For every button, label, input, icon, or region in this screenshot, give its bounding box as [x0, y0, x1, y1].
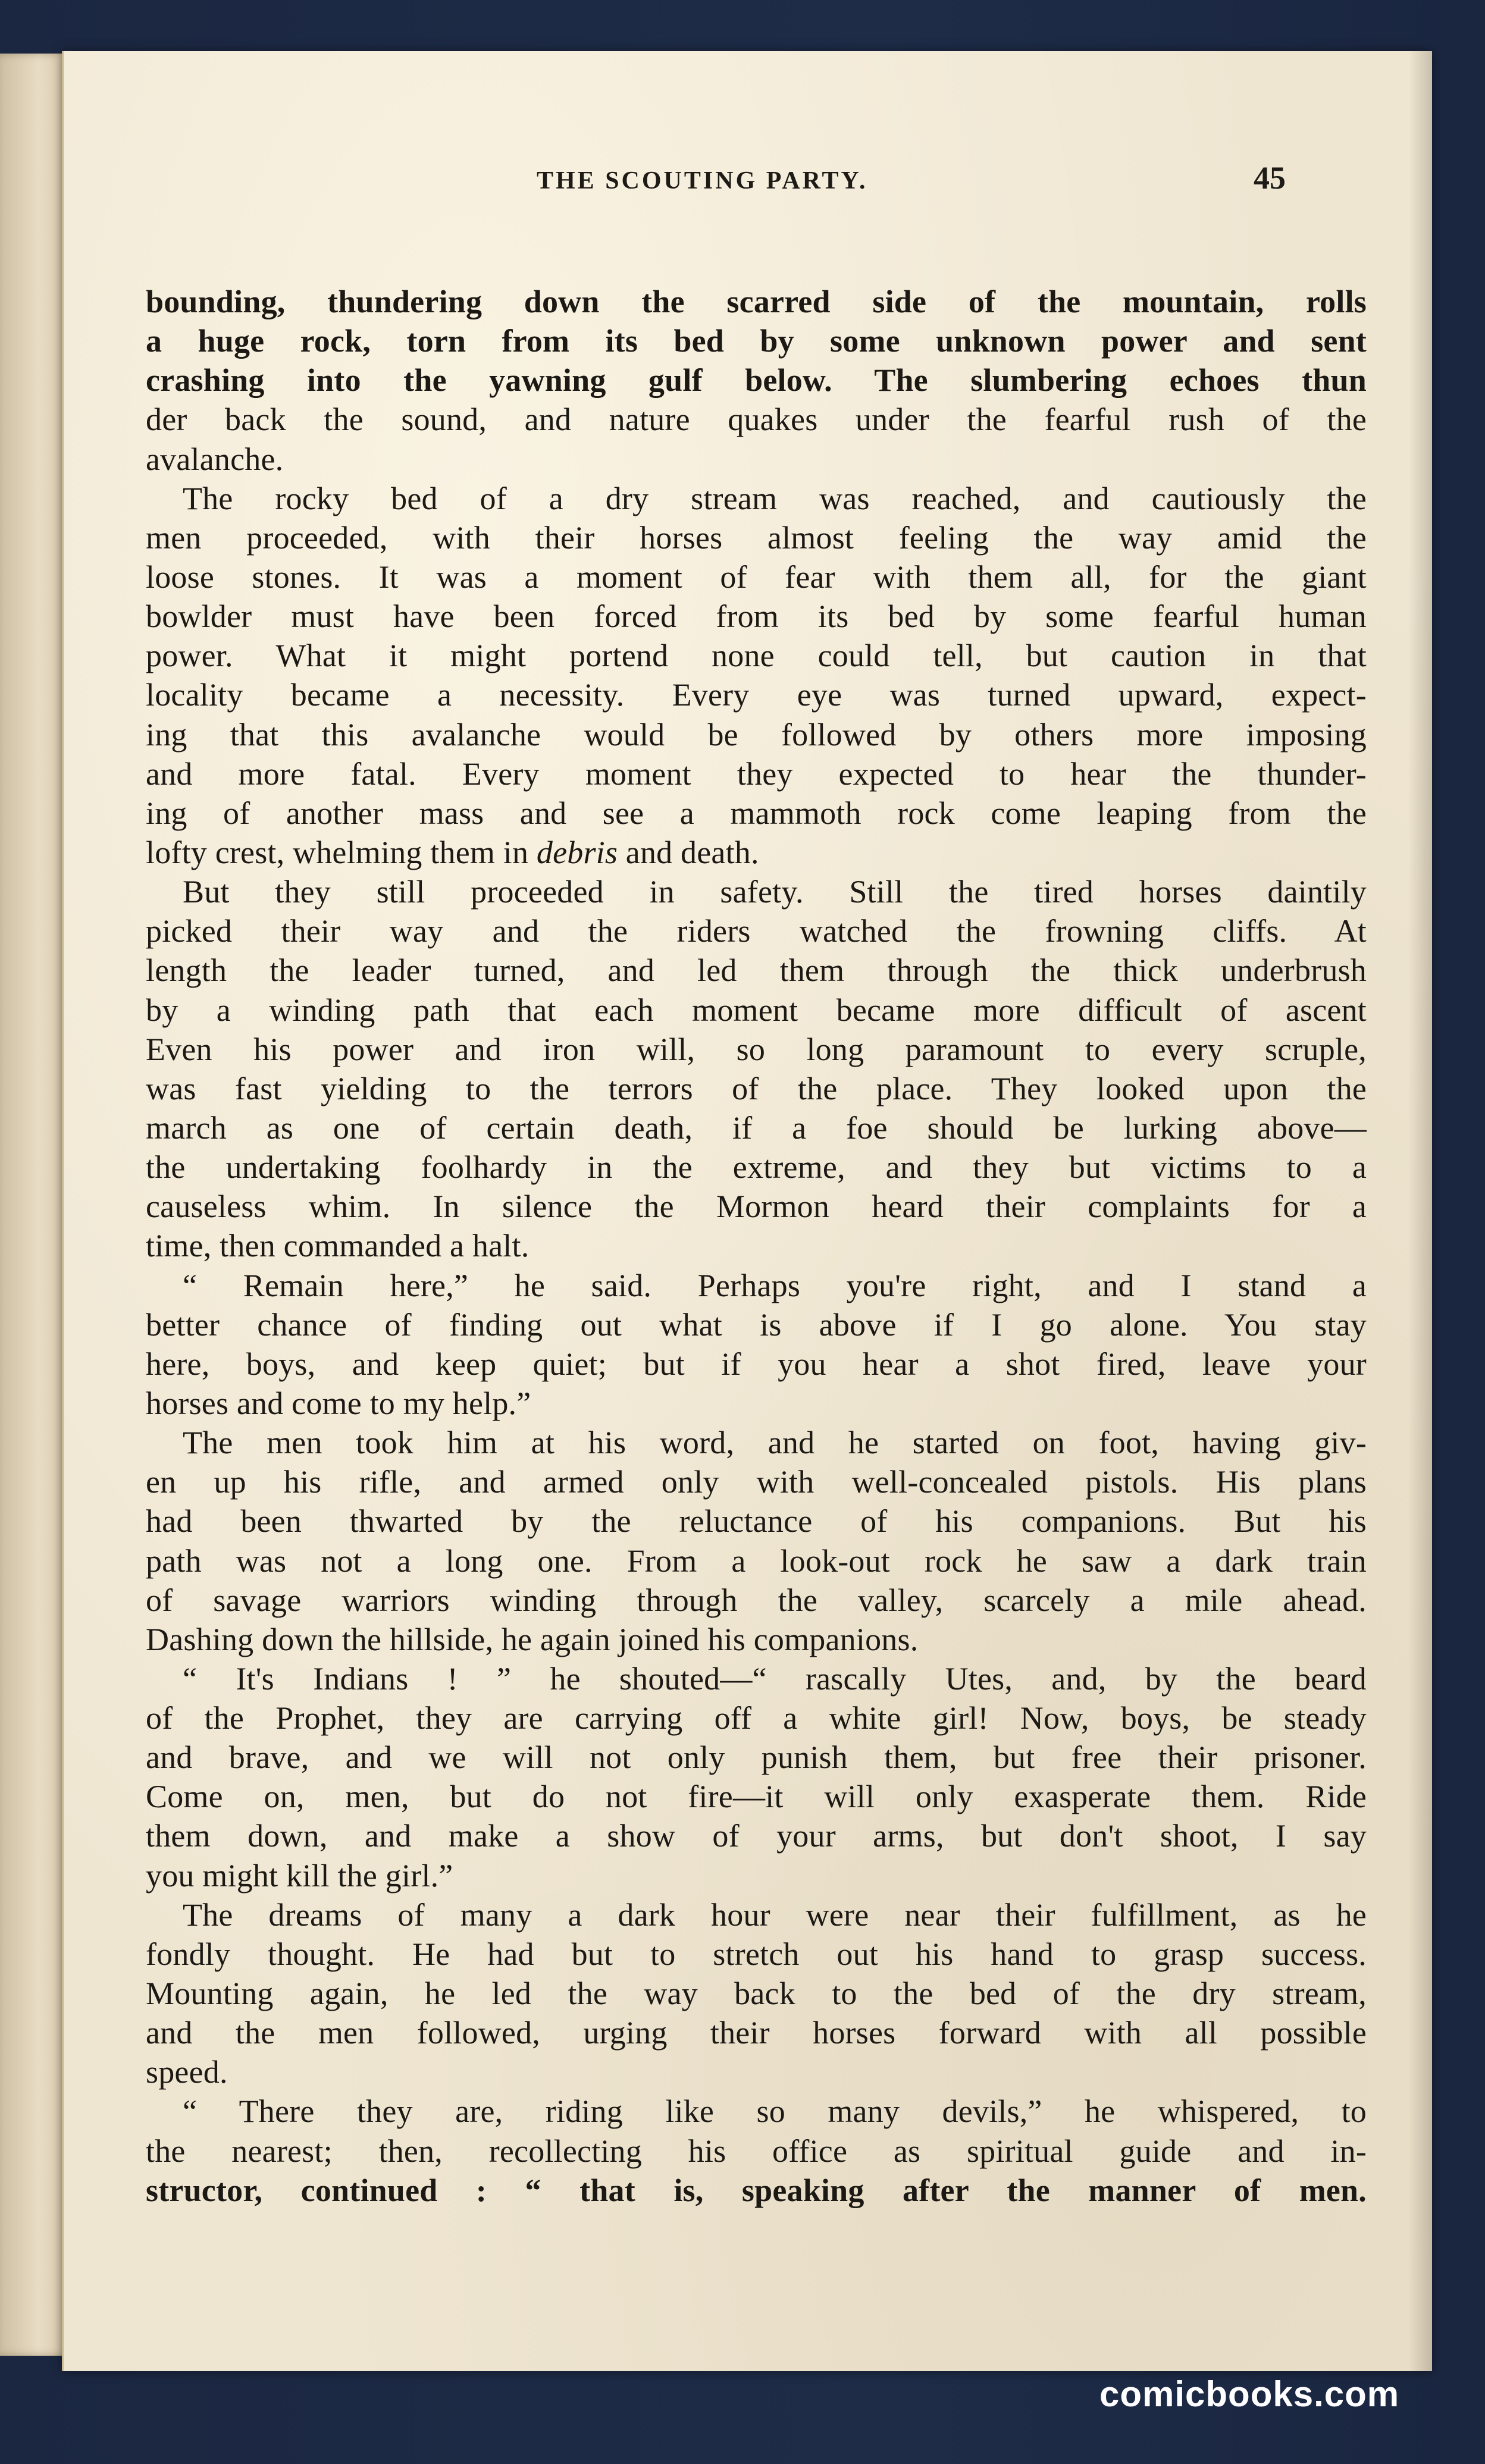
text-line: avalanche. — [146, 441, 284, 477]
body-text — [146, 282, 1367, 2210]
text-line: of savage warriors winding through the valley, scarcely a mile ahead. — [146, 1582, 1367, 1618]
text-line: loose stones. It was a moment of fear with them all, for the giant — [146, 559, 1367, 595]
text-line: horses and come to my help.” — [146, 1385, 531, 1421]
text-line: path was not a long one. From a look-out rock he saw a dark train — [146, 1543, 1367, 1579]
text-line: and more fatal. Every moment they expected to hear the thunder- — [146, 755, 1367, 792]
text-line: ing that this avalanche would be followed by others more imposing — [146, 716, 1367, 753]
text-line: the undertaking foolhardy in the extreme, and they but victims to a — [146, 1149, 1367, 1186]
text-line: was fast yielding to the terrors of the place. They looked upon the — [146, 1070, 1367, 1106]
text-line: them down, and make a show of your arms, but don't shoot, I say — [146, 1818, 1367, 1854]
text-line: a huge rock, torn from its bed by some unknown power and sent — [146, 323, 1367, 359]
text-line: power. What it might portend none could tell, but caution in that — [146, 638, 1367, 674]
page-number: 45 — [1254, 160, 1286, 196]
text-line: Mounting again, he led the way back to the bed of the dry stream, — [146, 1976, 1367, 2012]
page-gutter-shadow — [1408, 51, 1432, 2371]
text-line: The dreams of many a dark hour were near their fulfillment, as he — [183, 1896, 1367, 1933]
text-line: Even his power and iron will, so long paramount to every scruple, — [146, 1031, 1367, 1067]
text-line: structor, continued : “ that is, speaking after the manner of men. — [146, 2172, 1367, 2208]
text-line: picked their way and the riders watched the frowning cliffs. At — [146, 913, 1367, 949]
text-line: bounding, thundering down the scarred side of the mountain, rolls — [146, 284, 1367, 319]
text-line: “ Remain here,” he said. Perhaps you're right, and I stand a — [183, 1267, 1367, 1303]
text-line: of the Prophet, they are carrying off a white girl! Now, boys, be steady — [146, 1700, 1367, 1736]
text-line: lofty crest, whelming them in debris and death. — [146, 834, 759, 870]
book-page — [62, 51, 1432, 2371]
text-line: you might kill the girl.” — [146, 1857, 453, 1894]
watermark: comicbooks.com — [1099, 2374, 1400, 2414]
text-line: ing of another mass and see a mammoth rock come leaping from the — [146, 795, 1367, 831]
text-line: der back the sound, and nature quakes under the fearful rush of the — [146, 402, 1367, 438]
text-line: and brave, and we will not only punish them, but free their prisoner. — [146, 1739, 1367, 1776]
text-line: causeless whim. In silence the Mormon heard their complaints for a — [146, 1189, 1367, 1225]
text-line: en up his rifle, and armed only with well-concealed pistols. His plans — [146, 1464, 1367, 1500]
text-line: march as one of certain death, if a foe should be lurking above— — [146, 1109, 1367, 1146]
text-line: fondly thought. He had but to stretch out his hand to grasp success. — [146, 1936, 1367, 1972]
page-header — [64, 156, 1432, 203]
text-line: the nearest; then, recollecting his office as spiritual guide and in- — [146, 2133, 1367, 2169]
text-line: But they still proceeded in safety. Still the tired horses daintily — [183, 874, 1367, 910]
text-line: Come on, men, but do not fire—it will only exasperate them. Ride — [146, 1779, 1367, 1815]
text-line: had been thwarted by the reluctance of his companions. But his — [146, 1503, 1367, 1540]
text-line: here, boys, and keep quiet; but if you hear a shot fired, leave your — [146, 1346, 1367, 1382]
text-line: and the men followed, urging their horses forward with all possible — [146, 2015, 1367, 2051]
text-line: Dashing down the hillside, he again joined his companions. — [146, 1621, 919, 1657]
text-line: “ There they are, riding like so many devils,” he whispered, to — [183, 2093, 1367, 2130]
text-line: The rocky bed of a dry stream was reached, and cautiously the — [183, 480, 1367, 516]
text-line: The men took him at his word, and he started on foot, having giv- — [183, 1425, 1367, 1461]
text-line: length the leader turned, and led them through the thick underbrush — [146, 952, 1367, 989]
text-line: by a winding path that each moment became more difficult of ascent — [146, 992, 1367, 1028]
text-line: bowlder must have been forced from its bed by some fearful human — [146, 598, 1367, 635]
text-line: crashing into the yawning gulf below. The slumbering echoes thun — [146, 362, 1367, 399]
text-line: speed. — [146, 2054, 228, 2090]
running-head: THE SCOUTING PARTY. — [537, 167, 868, 195]
text-line: men proceeded, with their horses almost feeling the way amid the — [146, 519, 1367, 556]
text-line: time, then commanded a halt. — [146, 1228, 530, 1264]
text-line: “ It's Indians ! ” he shouted—“ rascally Utes, and, by the beard — [183, 1660, 1367, 1697]
text-line: better chance of finding out what is above if I go alone. You stay — [146, 1306, 1367, 1343]
text-line: locality became a necessity. Every eye was turned upward, expect- — [146, 677, 1367, 713]
